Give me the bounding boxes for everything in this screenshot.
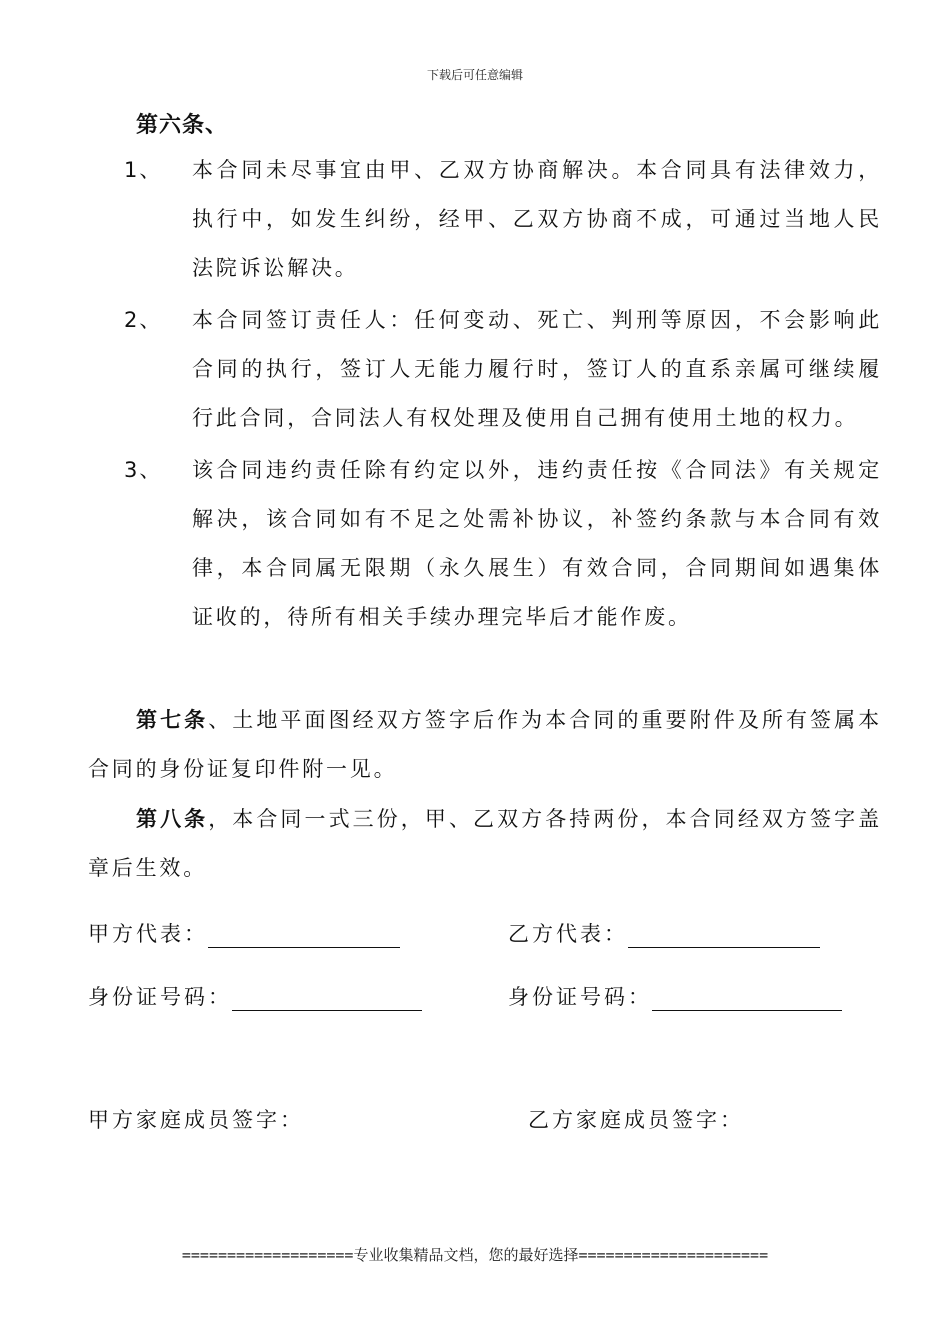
party-a-rep-row: [88, 918, 400, 948]
footer-note: ===================专业收集精品文档，您的最好选择=====================: [181, 1246, 769, 1264]
clause-2-number: 2、: [124, 308, 163, 332]
party-a-family-signature: 甲方家庭成员签字：: [88, 1108, 304, 1132]
party-b-id-label: 身份证号码：: [508, 985, 652, 1009]
party-b-rep-label: 乙方代表：: [508, 922, 628, 946]
party-a-id-line[interactable]: [232, 988, 422, 1011]
party-b-family-signature: 乙方家庭成员签字：: [528, 1108, 744, 1132]
party-b-rep-line[interactable]: [628, 925, 820, 948]
article-8-text: ，本合同一式三份，甲、乙双方各持两份，本合同经双方签字盖章后生效。: [88, 807, 882, 880]
article-7-text: 、土地平面图经双方签字后作为本合同的重要附件及所有签属本合同的身份证复印件附一见。: [88, 708, 882, 781]
clause-1-number: 1、: [124, 158, 163, 182]
article-7: [88, 696, 882, 794]
party-b-id-line[interactable]: [652, 988, 842, 1011]
article-8: [88, 795, 882, 893]
clause-2-text: 本合同签订责任人：任何变动、死亡、判刑等原因，不会影响此合同的执行，签订人无能力履行时，签订人的直系亲属可继续履行此合同，合同法人有权处理及使用自己拥有使用土地的权力。: [192, 308, 882, 430]
party-a-id-label: 身份证号码：: [88, 985, 232, 1009]
article-7-title: 第七条: [136, 708, 209, 732]
article-6-title: 第六条、: [136, 113, 229, 138]
party-a-rep-label: 甲方代表：: [88, 922, 208, 946]
party-a-id-row: [88, 981, 422, 1011]
clause-3-text: 该合同违约责任除有约定以外，违约责任按《合同法》有关规定解决，该合同如有不足之处需补协议，补签约条款与本合同有效律，本合同属无限期（永久展生）有效合同，合同期间如遇集体证收的，待所有相关手续办理完毕后才能作废。: [192, 458, 882, 629]
party-b-id-row: [508, 981, 842, 1011]
clause-3-number: 3、: [124, 458, 163, 482]
header-note: 下载后可任意编辑: [426, 68, 523, 82]
party-b-rep-row: [508, 918, 820, 948]
article-8-title: 第八条: [136, 807, 209, 831]
clause-1-text: 本合同未尽事宜由甲、乙双方协商解决。本合同具有法律效力，执行中，如发生纠纷，经甲、乙双方协商不成，可通过当地人民法院诉讼解决。: [192, 158, 882, 280]
party-a-rep-line[interactable]: [208, 925, 400, 948]
